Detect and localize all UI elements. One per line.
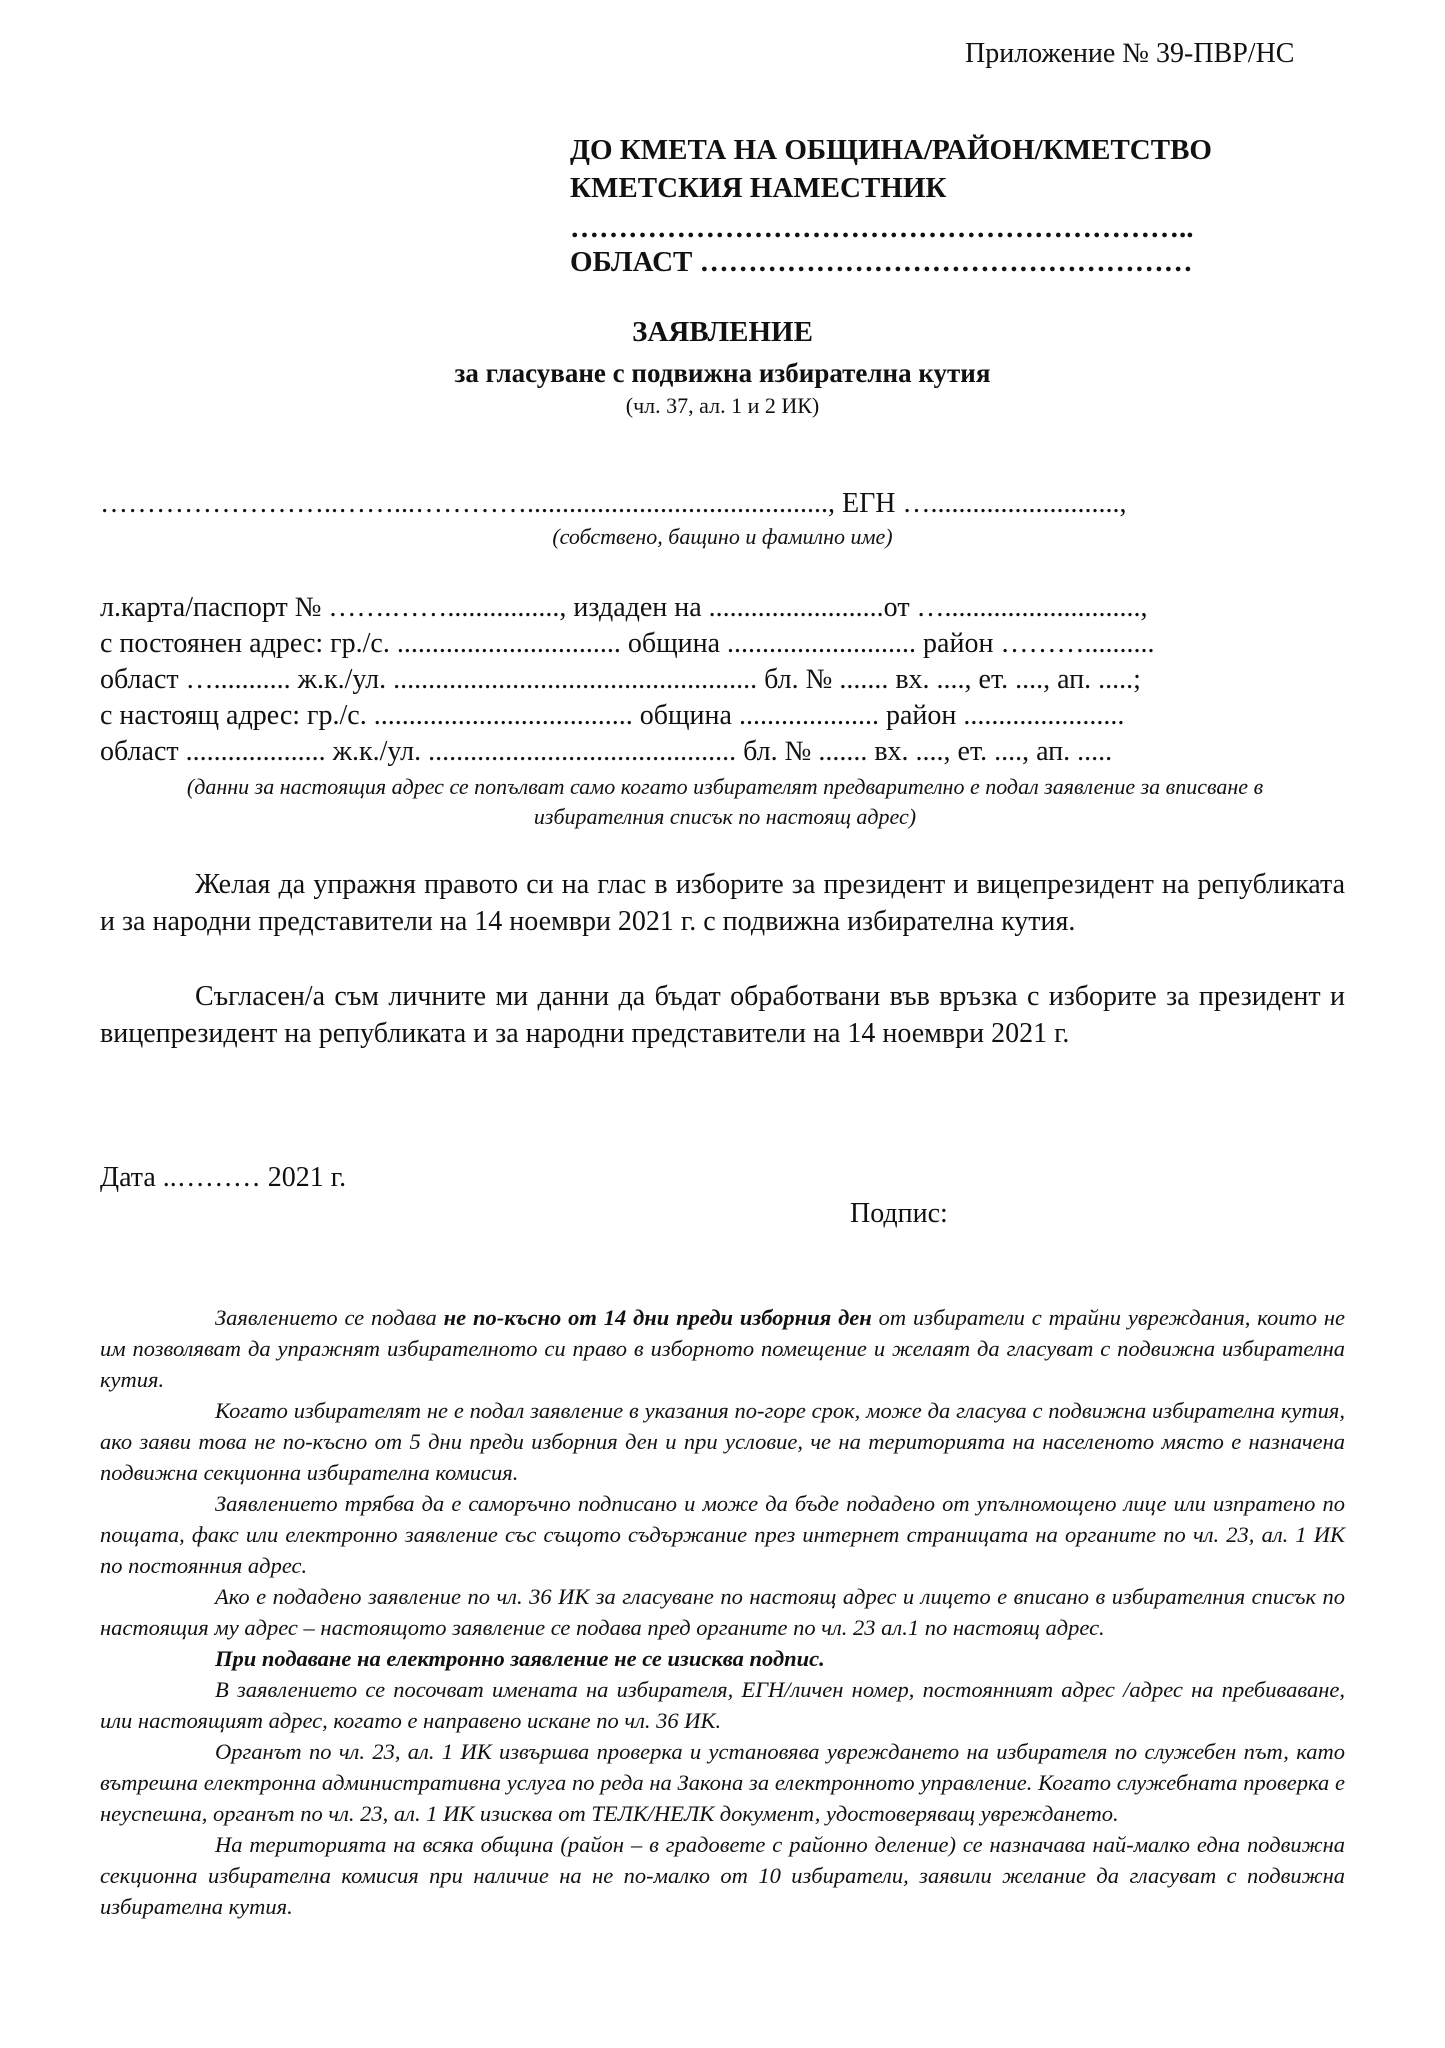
applicant-name-egn-line[interactable]: ……………………..……...…………..........................................., ЕГН …..........................., bbox=[100, 488, 1127, 519]
note-current-address: Ако е подадено заявление по чл. 36 ИК за гласуване по настоящ адрес и лицето е вписано в избирателния списък по настоящия му адрес – настоящото заявление се подава пред органите по чл. 23 ал.1 по настоящ адрес. bbox=[100, 1584, 1345, 1640]
current-address-line[interactable]: с настоящ адрес: гр./с. ..................................... община .................... район ....................... bbox=[100, 700, 1125, 731]
permanent-region-line[interactable]: област …........... ж.к./ул. .................................................... бл. № ....... вх. ...., ет. ...., ап. .....; bbox=[100, 664, 1141, 695]
note-late-request: Когато избирателят не е подал заявление в указания по-горе срок, може да гласува с подвижна избирателна кутия, ако заяви това не по-късно от 5 дни преди изборния ден и при условие, че на територията на населеното място е назначена подвижна секционна избирателна комисия. bbox=[100, 1398, 1345, 1485]
recipient-line-blank: ……………………………………………………….. bbox=[570, 212, 1194, 244]
note-signing: Заявлението трябва да е саморъчно подписано и може да бъде подадено от упълномощено лице или изпратено по пощата, факс или електронно заявление със същото съдържание през интернет страницата на органите по чл. 23, ал. 1 ИК по постоянния адрес. bbox=[100, 1491, 1345, 1578]
recipient-line-region: ОБЛАСТ …………………………………………… bbox=[570, 246, 1193, 278]
consent-paragraph: Съгласен/а съм личните ми данни да бъдат обработвани във връзка с изборите за президент и вицепрезидент на републиката и за народни представители на 14 ноември 2021 г. bbox=[100, 981, 1345, 1049]
name-caption: (собствено, бащино и фамилно име) bbox=[552, 524, 893, 549]
request-paragraph: Желая да упражня правото си на глас в изборите за президент и вицепрезидент на републиката и за народни представители на 14 ноември 2021 г. с подвижна избирателна кутия. bbox=[100, 869, 1345, 937]
address-caption: (данни за настоящия адрес се попълват само когато избирателят предварително е подал заявление за вписване в избирателния списък по настоящ адрес) bbox=[186, 774, 1264, 829]
permanent-address-line[interactable]: с постоянен адрес: гр./с. ................................ община ........................... район ……….......... bbox=[100, 628, 1155, 659]
signature-label: Подпис: bbox=[850, 1198, 948, 1229]
instructions-notes bbox=[100, 1302, 1345, 1922]
id-card-line[interactable]: л.карта/паспорт № …….……................, издаден на .........................от …............................, bbox=[100, 592, 1148, 623]
document-subtitle: за гласуване с подвижна избирателна кутия bbox=[454, 358, 991, 388]
note-electronic-no-signature: При подаване на електронно заявление не се изисква подпис. bbox=[215, 1646, 825, 1671]
note-verification: Органът по чл. 23, ал. 1 ИК извършва проверка и установява увреждането на избирателя по служебен път, като вътрешна електронна административна услуга по реда на Закона за електронното управление. Когато служебната проверка е неуспешна, органът по чл. 23, ал. 1 ИК изисква от ТЕЛК/НЕЛК документ, удостоверяващ увреждането. bbox=[100, 1739, 1345, 1826]
recipient-line-deputy: КМЕТСКИЯ НАМЕСТНИК bbox=[570, 172, 947, 204]
recipient-line-mayor: ДО КМЕТА НА ОБЩИНА/РАЙОН/КМЕТСТВО bbox=[570, 134, 1212, 166]
date-field[interactable]: Дата ..……… 2021 г. bbox=[100, 1162, 347, 1193]
appendix-number: Приложение № 39-ПВР/НС bbox=[965, 38, 1295, 69]
legal-reference: (чл. 37, ал. 1 и 2 ИК) bbox=[625, 393, 820, 418]
note-commission: На територията на всяка община (район – в градовете с районно деление) се назначава най-малко една подвижна секционна избирателна комисия при наличие на не по-малко от 10 избиратели, заявили желание да гласуват с подвижна избирателна кутия. bbox=[100, 1832, 1345, 1919]
note-required-data: В заявлението се посочват имената на избирателя, ЕГН/личен номер, постоянният адрес /адрес на пребиваване, или настоящият адрес, когато е направено искане по чл. 36 ИК. bbox=[100, 1677, 1345, 1733]
current-region-line[interactable]: област .................... ж.к./ул. ............................................ бл. № ....... вх. ...., ет. ...., ап. ..... bbox=[100, 736, 1113, 767]
document-title: ЗАЯВЛЕНИЕ bbox=[632, 316, 813, 348]
note-deadline: Заявлението се подава не по-късно от 14 дни преди изборния ден от избиратели с трайни увреждания, които не им позволяват да упражнят избирателното си право в изборното помещение и желаят да гласуват с подвижна избирателна кутия. bbox=[100, 1305, 1346, 1392]
